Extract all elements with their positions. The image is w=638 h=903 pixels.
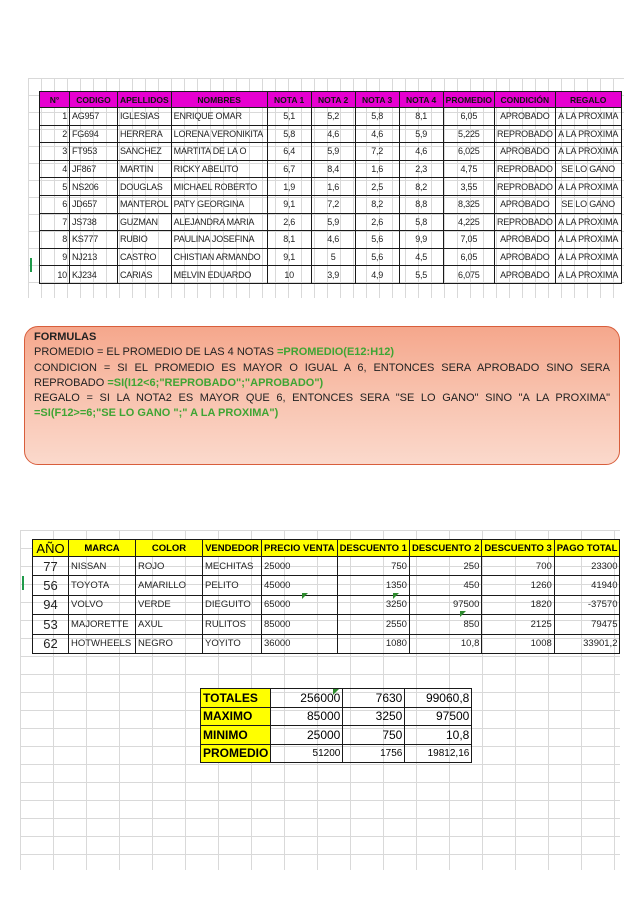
table-cell[interactable]: APROBADO (494, 108, 555, 126)
header-cell: CODIGO (70, 92, 118, 108)
summary-label[interactable]: MINIMO (201, 726, 271, 745)
table-cell[interactable]: MICHAEL ROBERTO (171, 178, 267, 196)
table-cell[interactable]: 79475 (554, 615, 620, 634)
table-cell[interactable]: 4,75 (443, 160, 494, 178)
summary-value[interactable]: 256000 (271, 689, 343, 708)
table-cell[interactable]: NISSAN (69, 557, 136, 576)
table-cell[interactable]: PAULINA JOSEFINA (171, 231, 267, 249)
table-row (40, 231, 622, 249)
table-cell[interactable]: RICKY ABELITO (171, 160, 267, 178)
table-cell[interactable]: 3,9 (311, 266, 355, 284)
row-selection-marker (30, 258, 32, 272)
table-cell[interactable]: 1080 (337, 634, 409, 653)
table-row (40, 178, 622, 196)
table-cell[interactable]: REPROBADO (494, 213, 555, 231)
table-cell[interactable]: TOYOTA (69, 576, 136, 595)
table-cell[interactable]: REPROBADO (494, 160, 555, 178)
table-cell[interactable]: A LA PROXIMA (555, 213, 621, 231)
table-cell[interactable]: 4,9 (355, 266, 399, 284)
table-cell[interactable]: 6,05 (443, 248, 494, 266)
header-cell: NOTA 3 (355, 92, 399, 108)
summary-label[interactable]: TOTALES (201, 689, 271, 708)
table-cell[interactable]: A LA PROXIMA (555, 178, 621, 196)
table-cell[interactable]: A LA PROXIMA (555, 108, 621, 126)
table-cell[interactable]: VERDE (136, 595, 203, 614)
table-cell[interactable]: 850 (409, 615, 481, 634)
table-cell[interactable]: APROBADO (494, 266, 555, 284)
summary-label[interactable]: MAXIMO (201, 707, 271, 726)
table-cell[interactable]: A LA PROXIMA (555, 248, 621, 266)
students-table (39, 91, 622, 284)
table-row (33, 634, 620, 653)
table-cell[interactable]: REPROBADO (494, 125, 555, 143)
table-cell[interactable]: RULITOS (203, 615, 262, 634)
table-row (40, 195, 622, 213)
header-cell: NOTA 2 (311, 92, 355, 108)
header-cell: PRECIO VENTA (262, 540, 338, 557)
table-cell[interactable]: 23300 (554, 557, 620, 576)
table-cell[interactable]: 5,9 (311, 213, 355, 231)
table-cell[interactable]: 8,325 (443, 195, 494, 213)
table-cell[interactable]: 1260 (482, 576, 554, 595)
header-cell: APELLIDOS (118, 92, 172, 108)
table-cell[interactable]: 97500 (409, 595, 481, 614)
table-cell[interactable]: 1008 (482, 634, 554, 653)
header-cell: NOTA 1 (267, 92, 311, 108)
table-cell[interactable]: 8,1 (267, 231, 311, 249)
table-cell[interactable]: MANTEROL (118, 195, 172, 213)
table-cell[interactable]: JF867 (70, 160, 118, 178)
table-row (33, 595, 620, 614)
table-cell[interactable]: 53 (33, 615, 69, 634)
table-cell[interactable]: 4,225 (443, 213, 494, 231)
summary-value[interactable]: 1756 (343, 744, 405, 763)
table-cell[interactable]: 7,05 (443, 231, 494, 249)
table-cell[interactable]: HOTWHEELS (69, 634, 136, 653)
table-cell[interactable]: 5,6 (355, 248, 399, 266)
table-cell[interactable]: FT953 (70, 143, 118, 161)
table-cell[interactable]: 4 (40, 160, 70, 178)
table-cell[interactable]: ENRIQUE OMAR (171, 108, 267, 126)
table-cell[interactable]: 8,4 (311, 160, 355, 178)
table-cell[interactable]: LORENA VERONIKITA (171, 125, 267, 143)
table-cell[interactable]: 1,6 (355, 160, 399, 178)
table-cell[interactable]: 2550 (337, 615, 409, 634)
table-cell[interactable]: NJ213 (70, 248, 118, 266)
table-cell[interactable]: MAJORETTE (69, 615, 136, 634)
table-cell[interactable]: 1,9 (267, 178, 311, 196)
summary-value[interactable]: 25000 (271, 726, 343, 745)
table-cell[interactable]: 5,2 (311, 108, 355, 126)
table-cell[interactable]: APROBADO (494, 248, 555, 266)
table-cell[interactable]: 2,3 (399, 160, 443, 178)
table-cell[interactable]: YOYITO (203, 634, 262, 653)
table-cell[interactable]: HERRERA (118, 125, 172, 143)
table-cell[interactable]: A LA PROXIMA (555, 231, 621, 249)
condicion-text: CONDICION = SI EL PROMEDIO ES MAYOR O IGUAL A 6, ENTONCES SERA APROBADO SINO SERA REPROBADO (34, 361, 610, 389)
table-cell[interactable]: ALEJANDRA MARIA (171, 213, 267, 231)
header-cell: NOMBRES (171, 92, 267, 108)
table-cell[interactable]: PATY GEORGINA (171, 195, 267, 213)
table-cell[interactable]: 65000 (262, 595, 338, 614)
table-row (40, 143, 622, 161)
summary-value[interactable]: 97500 (405, 707, 472, 726)
cars-header-row (33, 540, 620, 557)
table-cell[interactable]: JS738 (70, 213, 118, 231)
table-cell[interactable]: -37570 (554, 595, 620, 614)
cell-error-indicator (302, 593, 308, 599)
table-cell[interactable]: APROBADO (494, 231, 555, 249)
regalo-text: REGALO = SI LA NOTA2 ES MAYOR QUE 6, ENTONCES SERA "SE LO GANO" SINO "A LA PROXIMA" (34, 392, 610, 405)
header-cell: PAGO TOTAL (554, 540, 620, 557)
summary-row (201, 726, 472, 745)
table-cell[interactable]: 77 (33, 557, 69, 576)
table-cell[interactable]: 4,6 (311, 125, 355, 143)
table-cell[interactable]: 10 (267, 266, 311, 284)
table-cell[interactable]: CARIAS (118, 266, 172, 284)
header-cell: COLOR (136, 540, 203, 557)
table-cell[interactable]: APROBADO (494, 143, 555, 161)
table-cell[interactable]: NS206 (70, 178, 118, 196)
header-cell: PROMEDIO (443, 92, 494, 108)
header-cell: REGALO (555, 92, 621, 108)
summary-row (201, 707, 472, 726)
table-cell[interactable]: SE LO GANO (555, 160, 621, 178)
formulas-box (24, 326, 620, 465)
table-cell[interactable]: KJ234 (70, 266, 118, 284)
table-row (40, 125, 622, 143)
table-cell[interactable]: APROBADO (494, 195, 555, 213)
table-cell[interactable]: 94 (33, 595, 69, 614)
header-cell: N° (40, 92, 70, 108)
table-cell[interactable]: 6,05 (443, 108, 494, 126)
table-cell[interactable]: ROJO (136, 557, 203, 576)
table-row (40, 213, 622, 231)
table-cell[interactable]: 5,9 (311, 143, 355, 161)
table-cell[interactable]: AMARILLO (136, 576, 203, 595)
cell-error-indicator (333, 689, 339, 695)
table-cell[interactable]: DIEGUITO (203, 595, 262, 614)
table-cell[interactable]: 85000 (262, 615, 338, 634)
table-cell[interactable]: 6,025 (443, 143, 494, 161)
table-row (33, 615, 620, 634)
summary-value[interactable]: 3250 (343, 707, 405, 726)
table-cell[interactable]: 5 (40, 178, 70, 196)
cell-error-indicator (460, 611, 466, 617)
table-cell[interactable]: GUZMAN (118, 213, 172, 231)
table-cell[interactable]: 2,6 (355, 213, 399, 231)
header-cell: VENDEDOR (203, 540, 262, 557)
table-cell[interactable]: 1 (40, 108, 70, 126)
promedio-text: PROMEDIO = EL PROMEDIO DE LAS 4 NOTAS (34, 346, 274, 359)
table-cell[interactable]: 8,2 (355, 195, 399, 213)
table-cell[interactable]: A LA PROXIMA (555, 143, 621, 161)
table-cell[interactable]: 8 (40, 231, 70, 249)
header-cell: DESCUENTO 2 (409, 540, 481, 557)
table-cell[interactable]: 56 (33, 576, 69, 595)
table-cell[interactable]: REPROBADO (494, 178, 555, 196)
table-cell[interactable]: 4,6 (311, 231, 355, 249)
table-row (33, 557, 620, 576)
table-cell[interactable]: 6,7 (267, 160, 311, 178)
students-header-row (40, 92, 622, 108)
condicion-description (34, 361, 610, 392)
table-cell[interactable]: 7,2 (355, 143, 399, 161)
summary-value[interactable]: 85000 (271, 707, 343, 726)
table-cell[interactable]: 5,225 (443, 125, 494, 143)
table-cell[interactable]: 3 (40, 143, 70, 161)
table-cell[interactable]: 2,5 (355, 178, 399, 196)
table-cell[interactable]: 700 (482, 557, 554, 576)
table-cell[interactable]: DOUGLAS (118, 178, 172, 196)
table-cell[interactable]: 9,1 (267, 195, 311, 213)
summary-label[interactable]: PROMEDIO (201, 744, 271, 763)
table-cell[interactable]: 10,8 (409, 634, 481, 653)
table-cell[interactable]: FG694 (70, 125, 118, 143)
cars-table (32, 539, 620, 654)
table-cell[interactable]: 25000 (262, 557, 338, 576)
promedio-description (34, 345, 610, 360)
table-cell[interactable]: 5,9 (399, 125, 443, 143)
table-cell[interactable]: JD657 (70, 195, 118, 213)
summary-table (200, 688, 472, 763)
table-row (33, 576, 620, 595)
summary-value[interactable]: 750 (343, 726, 405, 745)
summary-value[interactable]: 51200 (271, 744, 343, 763)
table-cell[interactable]: 5 (311, 248, 355, 266)
table-cell[interactable]: 750 (337, 557, 409, 576)
table-cell[interactable]: MARTITA DE LA O (171, 143, 267, 161)
table-cell[interactable]: 62 (33, 634, 69, 653)
summary-row (201, 744, 472, 763)
table-cell[interactable]: 8,2 (399, 178, 443, 196)
table-cell[interactable]: 10 (40, 266, 70, 284)
table-cell[interactable]: 45000 (262, 576, 338, 595)
table-row (40, 266, 622, 284)
formulas-title: FORMULAS (34, 331, 97, 343)
table-cell[interactable]: 5,8 (355, 108, 399, 126)
table-cell[interactable]: 5,8 (267, 125, 311, 143)
table-cell[interactable]: 1,6 (311, 178, 355, 196)
table-cell[interactable]: 6 (40, 195, 70, 213)
regalo-description (34, 391, 610, 422)
table-cell[interactable]: KS777 (70, 231, 118, 249)
table-cell[interactable]: 8,8 (399, 195, 443, 213)
table-cell[interactable]: 9 (40, 248, 70, 266)
summary-value[interactable]: 99060,8 (405, 689, 472, 708)
regalo-formula: =SI(F12>=6;"SE LO GANO ";" A LA PROXIMA") (34, 407, 279, 420)
summary-value[interactable]: 19812,16 (405, 744, 472, 763)
table-cell[interactable]: VOLVO (69, 595, 136, 614)
table-cell[interactable]: NEGRO (136, 634, 203, 653)
table-cell[interactable]: 5,1 (267, 108, 311, 126)
table-cell[interactable]: 7,2 (311, 195, 355, 213)
table-cell[interactable]: 4,5 (399, 248, 443, 266)
table-cell[interactable]: 9,1 (267, 248, 311, 266)
table-cell[interactable]: 8,1 (399, 108, 443, 126)
table-cell[interactable]: SE LO GANO (555, 195, 621, 213)
table-cell[interactable]: 2,6 (267, 213, 311, 231)
table-cell[interactable]: RUBIO (118, 231, 172, 249)
table-cell[interactable]: A LA PROXIMA (555, 125, 621, 143)
table-cell[interactable]: CASTRO (118, 248, 172, 266)
table-cell[interactable]: A LA PROXIMA (555, 266, 621, 284)
table-cell[interactable]: 450 (409, 576, 481, 595)
header-cell: MARCA (69, 540, 136, 557)
table-cell[interactable]: 7 (40, 213, 70, 231)
table-cell[interactable]: MARTIN (118, 160, 172, 178)
table-row (40, 248, 622, 266)
table-cell[interactable]: 33901,2 (554, 634, 620, 653)
table-cell[interactable]: 6,075 (443, 266, 494, 284)
table-cell[interactable]: 250 (409, 557, 481, 576)
table-cell[interactable]: 5,5 (399, 266, 443, 284)
table-cell[interactable]: 3250 (337, 595, 409, 614)
table-cell[interactable]: AG957 (70, 108, 118, 126)
table-cell[interactable]: PELITO (203, 576, 262, 595)
table-cell[interactable]: MECHITAS (203, 557, 262, 576)
header-cell: DESCUENTO 3 (482, 540, 554, 557)
header-cell: CONDICIÓN (494, 92, 555, 108)
table-row (40, 108, 622, 126)
condicion-formula: =SI(I12<6;"REPROBADO";"APROBADO") (107, 376, 324, 389)
table-cell[interactable]: 6,4 (267, 143, 311, 161)
table-cell[interactable]: 4,6 (355, 125, 399, 143)
table-cell[interactable]: 36000 (262, 634, 338, 653)
table-cell[interactable]: MELVIN EDUARDO (171, 266, 267, 284)
row-selection-marker (22, 576, 24, 590)
table-cell[interactable]: IGLESIAS (118, 108, 172, 126)
table-cell[interactable]: CHISTIAN ARMANDO (171, 248, 267, 266)
cell-error-indicator (393, 593, 399, 599)
table-cell[interactable]: 41940 (554, 576, 620, 595)
table-cell[interactable]: 4,6 (399, 143, 443, 161)
table-cell[interactable]: 2 (40, 125, 70, 143)
table-cell[interactable]: 1350 (337, 576, 409, 595)
header-cell: NOTA 4 (399, 92, 443, 108)
table-cell[interactable]: 5,6 (355, 231, 399, 249)
summary-value[interactable]: 10,8 (405, 726, 472, 745)
table-cell[interactable]: 3,55 (443, 178, 494, 196)
table-cell[interactable]: AXUL (136, 615, 203, 634)
table-cell[interactable]: 1820 (482, 595, 554, 614)
table-cell[interactable]: SANCHEZ (118, 143, 172, 161)
table-row (40, 160, 622, 178)
table-cell[interactable]: 5,8 (399, 213, 443, 231)
promedio-formula: =PROMEDIO(E12:H12) (276, 346, 395, 359)
table-cell[interactable]: 9,9 (399, 231, 443, 249)
summary-value[interactable]: 7630 (343, 689, 405, 708)
header-cell: DESCUENTO 1 (337, 540, 409, 557)
table-cell[interactable]: 2125 (482, 615, 554, 634)
header-cell: AÑO (33, 540, 69, 557)
